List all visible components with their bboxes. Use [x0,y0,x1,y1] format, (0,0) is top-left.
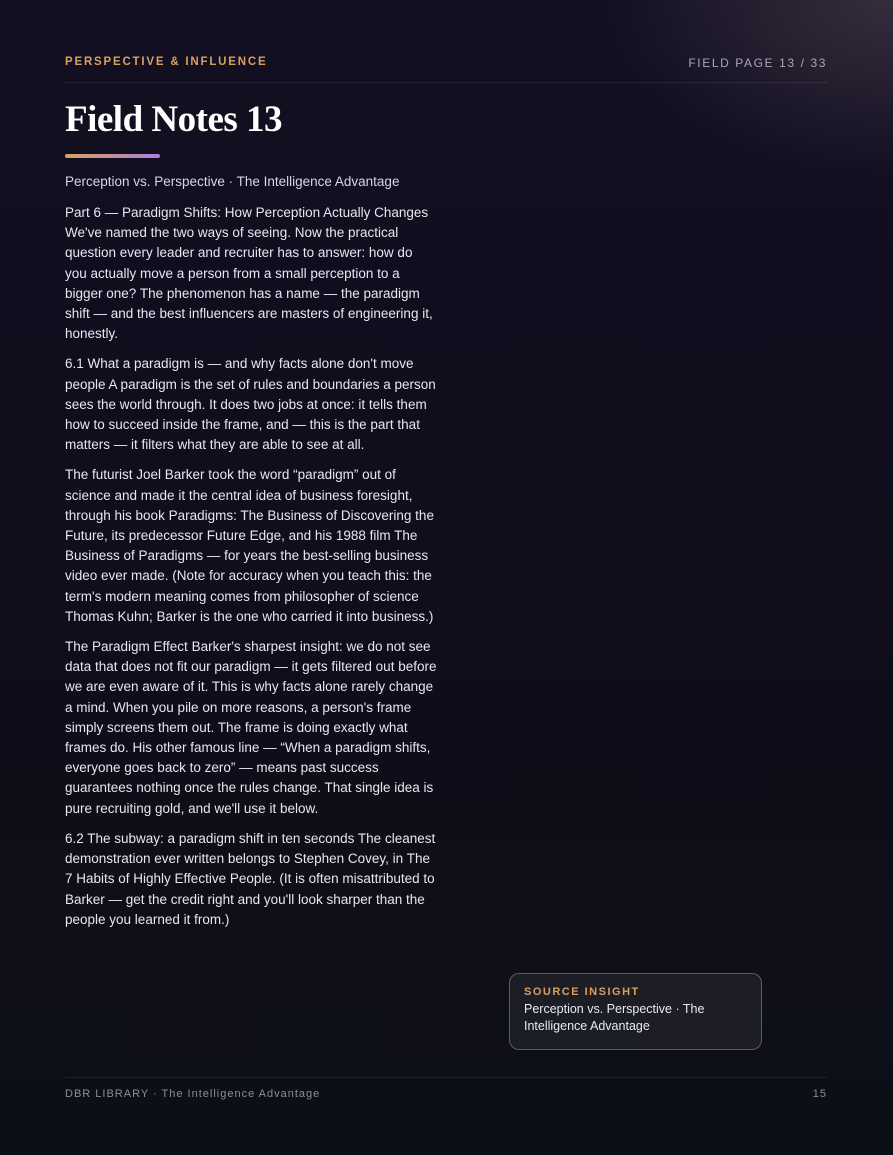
page-footer [65,1077,827,1100]
insight-label: SOURCE INSIGHT [524,986,640,998]
body-text [65,203,437,940]
paragraph: Part 6 — Paradigm Shifts: How Perception Actually Changes We've named the two ways of seeing. Now the practical question every leader and recruiter has to answer: how do you actually move a person from a small perception to a bigger one? The phenomenon has a name — the paradigm shift — and the best influencers are masters of engineering it, honestly. [65,205,433,342]
footer-library-label: DBR LIBRARY · The Intelligence Advantage [65,1088,321,1100]
page-subtitle: Perception vs. Perspective · The Intelligence Advantage [65,174,400,189]
insight-text: Perception vs. Perspective · The Intelligence Advantage [524,1002,705,1033]
paragraph: The Paradigm Effect Barker's sharpest insight: we do not see data that does not fit our paradigm — it gets filtered out before we are even aware of it. This is why facts alone rarely change a mind. When you pile on more reasons, a person's frame simply screens them out. The frame is doing exactly what frames do. His other famous line — “When a paradigm shifts, everyone goes back to zero” — means past success guarantees nothing once the rules change. That single idea is pure recruiting gold, and we'll use it below. [65,639,437,816]
section-kicker: PERSPECTIVE & INFLUENCE [65,56,268,68]
paragraph: 6.1 What a paradigm is — and why facts alone don't move people A paradigm is the set of rules and boundaries a person sees the world through. It does two jobs at once: it tells them how to succeed inside the frame, and — this is the part that matters — it filters what they are able to see at all. [65,356,436,453]
page-title: Field Notes 13 [65,99,283,140]
footer-page-number: 15 [812,1088,827,1100]
paragraph: 6.2 The subway: a paradigm shift in ten seconds The cleanest demonstration ever written belongs to Stephen Covey, in The 7 Habits of Highly Effective People. (It is often misattributed to Barker — get the credit right and you'll look sharper than the people you learned it from.) [65,830,436,927]
page-header [65,55,827,83]
paragraph: The futurist Joel Barker took the word “paradigm” out of science and made it the central idea of business foresight, through his book Paradigms: The Business of Discovering the Future, its predecessor Future Edge, and his 1988 film The Business of Paradigms — for years the best-selling business video ever made. (Note for accuracy when you teach this: the term's modern meaning comes from philosopher of science Thomas Kuhn; Barker is the one who carried it into business.) [65,467,434,624]
source-insight-card [509,973,762,1050]
field-page-number: FIELD PAGE 13 / 33 [688,56,827,70]
title-underline [65,154,160,158]
